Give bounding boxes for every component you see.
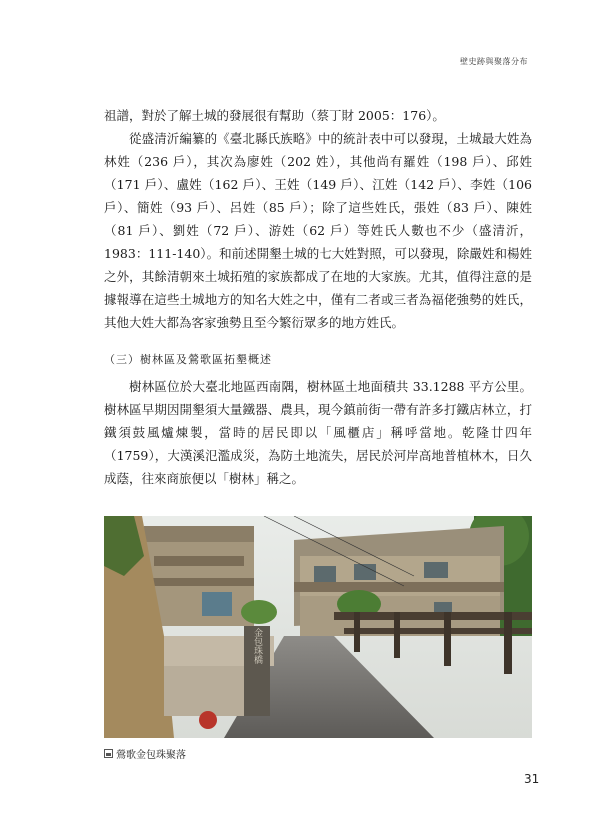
page-number: 31 xyxy=(524,772,540,786)
caption-text: 鶯歌金包珠聚落 xyxy=(116,750,186,761)
paragraph-shulin: 樹林區位於大臺北地區西南隅，樹林區土地面積共 33.1288 平方公里。樹林區早期因開墾須大量鐵器、農具，現今鎮前街一帶有許多打鐵店林立，打鐵須鼓風爐煉製，當時的居民即以「風櫃店」稱呼當地。乾隆廿四年（1759），大漢溪氾濫成災，為防土地流失，居民於河岸高地普植林木，日久成蔭，往來商旅便以「樹林」稱之。 xyxy=(104,379,532,486)
paragraph-surnames: 從盛清沂編纂的《臺北縣氏族略》中的統計表中可以發現，土城最大姓為林姓（236 戶），其次為廖姓（202 姓），其他尚有羅姓（198 戶）、邱姓（171 戶）、盧姓（162 戶）、王姓（149 戶）、江姓（142 戶）、李姓（106 戶）、簡姓（93 戶）、呂姓（85 戶）；除了這些姓氏，張姓（83 戶）、陳姓（81 戶）、劉姓（72 戶）、游姓（62 戶）等姓氏人數也不少（盛清沂，1983：111-140）。和前述開墾土城的七大姓對照，可以發現，除嚴姓和楊姓之外，其餘清朝來土城拓殖的家族都成了在地的大家族。尤其，值得注意的是據報導在這些土城地方的知名大姓之中，僅有二者或三者為福佬強勢的姓氏，其他大姓大都為客家強勢且至今繁衍眾多的地方姓氏。 xyxy=(104,131,532,330)
village-photo-illustration xyxy=(104,516,532,738)
paragraph-continued: 祖譜，對於了解土城的發展很有幫助（蔡丁財 2005：176）。 xyxy=(104,108,445,123)
stele-inscription: 金包珠橋 xyxy=(252,628,262,664)
body-text xyxy=(104,104,532,490)
figure-caption xyxy=(104,746,186,761)
running-header: 壁史跡與聚落分布 xyxy=(460,57,528,66)
section-heading: （三）樹林區及鶯歌區拓墾概述 xyxy=(104,353,272,366)
village-photo xyxy=(104,516,532,738)
photo-icon xyxy=(104,749,113,758)
